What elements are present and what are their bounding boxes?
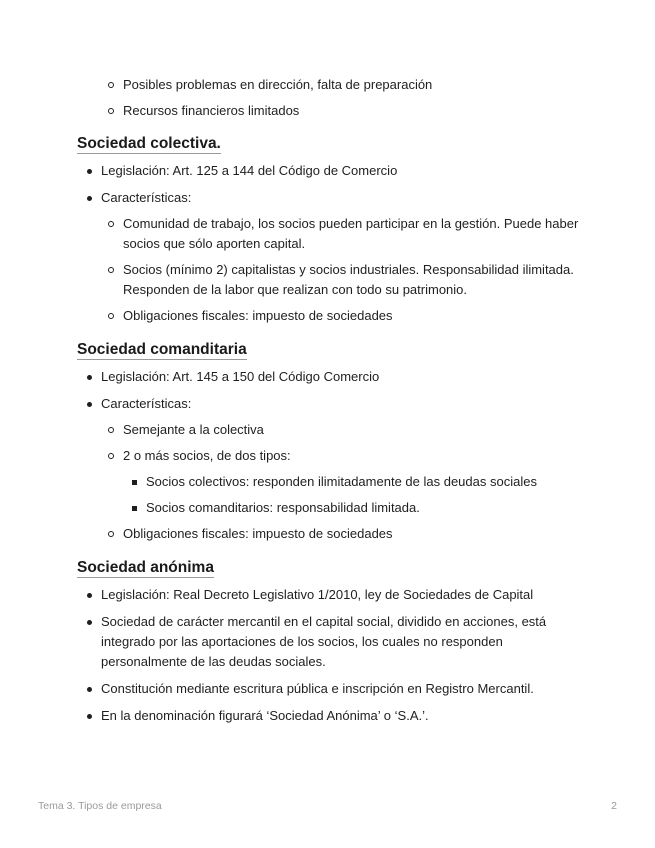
list-item: Legislación: Art. 145 a 150 del Código Comercio bbox=[77, 367, 582, 387]
circle-bullet-icon bbox=[108, 427, 114, 433]
section-list bbox=[77, 367, 582, 544]
section-list bbox=[77, 585, 582, 726]
sub-list bbox=[101, 214, 582, 326]
disc-bullet-icon bbox=[87, 593, 92, 598]
page-content bbox=[77, 75, 582, 726]
sub-list bbox=[101, 420, 582, 544]
disc-bullet-icon bbox=[87, 196, 92, 201]
circle-bullet-icon bbox=[108, 531, 114, 537]
list-item: Posibles problemas en dirección, falta de preparación bbox=[101, 75, 582, 95]
list-item: En la denominación figurará ‘Sociedad Anónima’ o ‘S.A.’. bbox=[77, 706, 582, 726]
section-sociedad-colectiva bbox=[77, 135, 582, 326]
section-heading: Sociedad anónima bbox=[77, 559, 214, 576]
square-bullet-icon bbox=[132, 480, 137, 485]
circle-bullet-icon bbox=[108, 221, 114, 227]
disc-bullet-icon bbox=[87, 714, 92, 719]
circle-bullet-icon bbox=[108, 82, 114, 88]
section-sociedad-comanditaria bbox=[77, 341, 582, 544]
sub-sub-list-item: Socios colectivos: responden ilimitadamente de las deudas sociales bbox=[123, 472, 582, 492]
section-sociedad-anonima bbox=[77, 559, 582, 726]
sub-sub-list-item: Socios comanditarios: responsabilidad limitada. bbox=[123, 498, 582, 518]
page-number: 2 bbox=[611, 800, 617, 812]
sub-list-item: Obligaciones fiscales: impuesto de sociedades bbox=[101, 306, 582, 326]
list-item: Sociedad de carácter mercantil en el capital social, dividido en acciones, está integrado por las aportaciones de los socios, los cuales no responden personalmente de las deudas sociales. bbox=[77, 612, 582, 672]
circle-bullet-icon bbox=[108, 267, 114, 273]
footer-title: Tema 3. Tipos de empresa bbox=[38, 800, 162, 812]
list-item: Legislación: Real Decreto Legislativo 1/2010, ley de Sociedades de Capital bbox=[77, 585, 582, 605]
circle-bullet-icon bbox=[108, 453, 114, 459]
section-list bbox=[77, 161, 582, 326]
disc-bullet-icon bbox=[87, 687, 92, 692]
section-heading: Sociedad colectiva. bbox=[77, 135, 221, 152]
intro-list bbox=[101, 75, 582, 121]
circle-bullet-icon bbox=[108, 313, 114, 319]
sub-list-item: Socios (mínimo 2) capitalistas y socios industriales. Responsabilidad ilimitada. Responden de la labor que realizan con todo su patrimonio. bbox=[101, 260, 582, 300]
sub-list-item: Semejante a la colectiva bbox=[101, 420, 582, 440]
sub-list-item: 2 o más socios, de dos tipos: Socios colectivos: responden ilimitadamente de las deudas sociales Socios comanditarios: responsabilidad limitada. bbox=[101, 446, 582, 518]
circle-bullet-icon bbox=[108, 108, 114, 114]
sub-sub-list bbox=[123, 472, 582, 518]
list-item: Legislación: Art. 125 a 144 del Código de Comercio bbox=[77, 161, 582, 181]
disc-bullet-icon bbox=[87, 402, 92, 407]
list-item: Constitución mediante escritura pública e inscripción en Registro Mercantil. bbox=[77, 679, 582, 699]
disc-bullet-icon bbox=[87, 169, 92, 174]
section-heading: Sociedad comanditaria bbox=[77, 341, 247, 358]
list-item: Recursos financieros limitados bbox=[101, 101, 582, 121]
disc-bullet-icon bbox=[87, 620, 92, 625]
list-item: Características: Semejante a la colectiva 2 o más socios, de dos tipos: Socios colectivos: responden ilimitadamente de las deudas sociales Socios comanditarios: responsabilidad limitada. Obligaciones fiscales: impuesto de sociedades bbox=[77, 394, 582, 544]
square-bullet-icon bbox=[132, 506, 137, 511]
sub-list-item: Obligaciones fiscales: impuesto de sociedades bbox=[101, 524, 582, 544]
disc-bullet-icon bbox=[87, 375, 92, 380]
sub-list-item: Comunidad de trabajo, los socios pueden participar en la gestión. Puede haber socios que sólo aporten capital. bbox=[101, 214, 582, 254]
list-item: Características: Comunidad de trabajo, los socios pueden participar en la gestión. Puede haber socios que sólo aporten capital. Socios (mínimo 2) capitalistas y socios industriales. Responsabilidad ilimitada. Responden de la labor que realizan con todo su patrimonio. Obligaciones fiscales: impuesto de sociedades bbox=[77, 188, 582, 326]
